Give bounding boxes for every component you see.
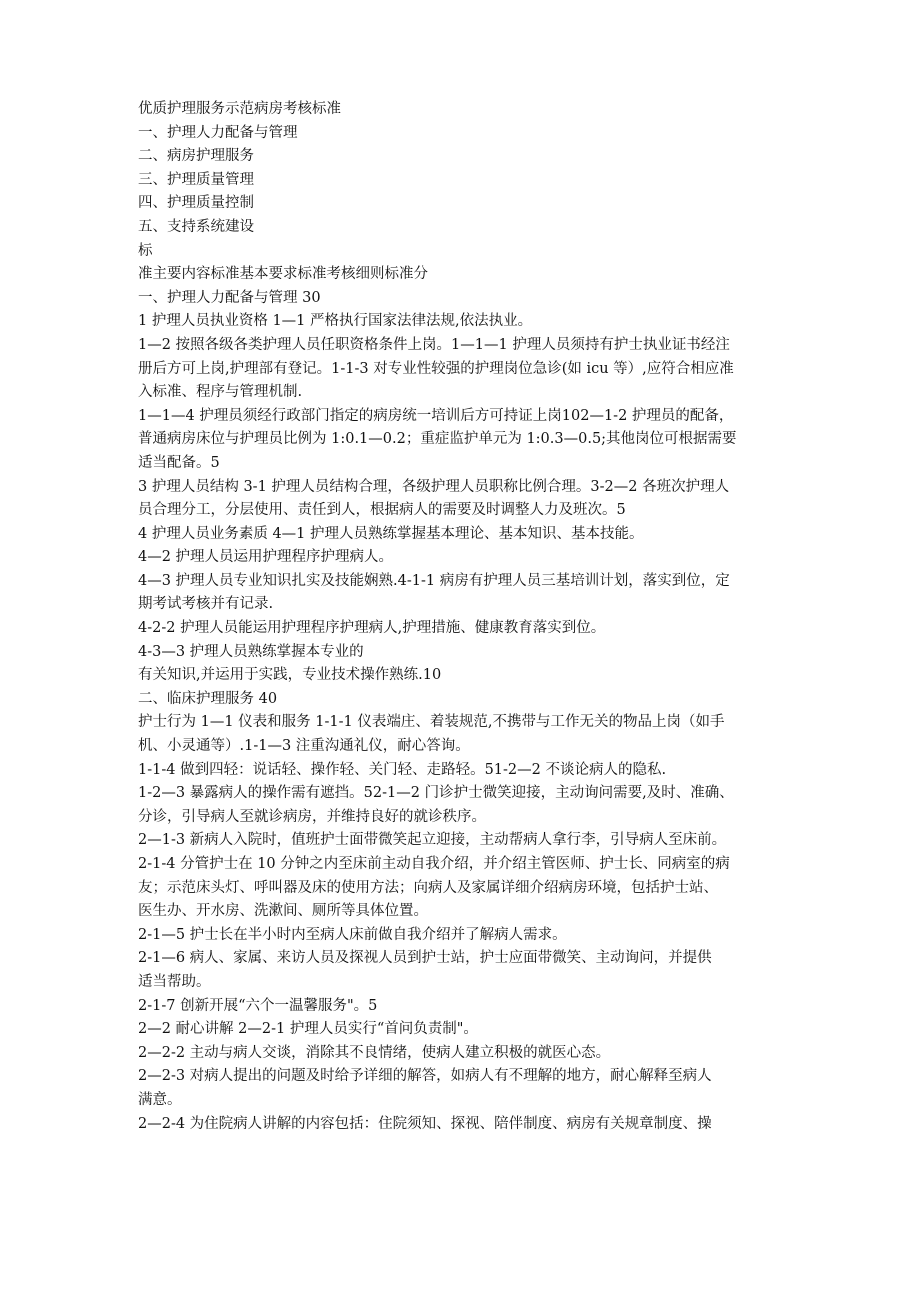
text-line: 五、支持系统建设	[138, 218, 254, 235]
text-line: 4-2-2 护理人员能运用护理程序护理病人,护理措施、健康教育落实到位。	[138, 620, 606, 637]
text-line: 4—3 护理人员专业知识扎实及技能娴熟.4-1-1 病房有护理人员三基培训计划，落实到位，定	[138, 572, 730, 589]
text-line: 护士行为 1—1 仪表和服务 1-1-1 仪表端庄、着装规范,不携带与工作无关的物品上岗（如手	[138, 714, 725, 731]
text-line: 三、护理质量管理	[138, 171, 254, 188]
text-line: 2-1—5 护士长在半小时内至病人床前做自我介绍并了解病人需求。	[138, 926, 567, 943]
text-line: 满意。	[138, 1091, 182, 1108]
text-line: 适当帮助。	[138, 973, 211, 990]
text-line: 2-1-7 创新开展“六个一温馨服务"。5	[138, 997, 378, 1014]
text-line: 期考试考核并有记录.	[138, 596, 274, 613]
text-line: 分诊，引导病人至就诊病房，并维持良好的就诊秩序。	[138, 808, 486, 825]
text-line: 1 护理人员执业资格 1—1 严格执行国家法律法规,依法执业。	[138, 313, 533, 330]
text-line: 2—2-3 对病人提出的问题及时给予详细的解答，如病人有不理解的地方，耐心解释至病人	[138, 1068, 712, 1085]
document-title: 优质护理服务示范病房考核标准	[138, 101, 341, 117]
text-line: 册后方可上岗,护理部有登记。1-1-3 对专业性较强的护理岗位急诊(如 icu 等）,应符合相应准	[138, 360, 734, 377]
text-line: 有关知识,并运用于实践，专业技术操作熟练.10	[138, 667, 442, 684]
text-line: 机、小灵通等）.1-1—3 注重沟通礼仪，耐心答询。	[138, 738, 470, 755]
text-line: 4-3—3 护理人员熟练掌握本专业的	[138, 643, 364, 660]
text-line: 友；示范床头灯、呼叫器及床的使用方法；向病人及家属详细介绍病房环境，包括护士站、	[138, 879, 718, 896]
text-line: 二、病房护理服务	[138, 148, 254, 165]
text-line: 四、护理质量控制	[138, 195, 254, 212]
document-body	[138, 98, 788, 1136]
text-line: 4—2 护理人员运用护理程序护理病人。	[138, 549, 394, 566]
text-line: 一、护理人力配备与管理	[138, 124, 298, 141]
text-line: 一、护理人力配备与管理 30	[138, 289, 321, 306]
text-line: 2—1-3 新病人入院时，值班护士面带微笑起立迎接，主动帮病人拿行李，引导病人至床前。	[138, 832, 727, 849]
text-line: 员合理分工，分层使用、责任到人，根据病人的需要及时调整人力及班次。5	[138, 502, 626, 519]
text-line: 3 护理人员结构 3-1 护理人员结构合理，各级护理人员职称比例合理。3-2—2 各班次护理人	[138, 478, 730, 495]
text-line: 1-2—3 暴露病人的操作需有遮挡。52-1—2 门诊护士微笑迎接，主动询问需要,及时、准确、	[138, 785, 734, 802]
text-line: 入标准、程序与管理机制.	[138, 384, 303, 401]
text-line: 准主要内容标准基本要求标准考核细则标准分	[138, 266, 428, 283]
text-line: 4 护理人员业务素质 4—1 护理人员熟练掌握基本理论、基本知识、基本技能。	[138, 525, 644, 542]
text-line: 1-1-4 做到四轻：说话轻、操作轻、关门轻、走路轻。51-2—2 不谈论病人的隐私.	[138, 761, 667, 778]
text-line: 二、临床护理服务 40	[138, 690, 278, 707]
text-line: 2-1—6 病人、家属、来访人员及探视人员到护士站，护士应面带微笑、主动询问，并提供	[138, 950, 712, 967]
text-line: 标	[138, 242, 153, 259]
text-line: 医生办、开水房、洗漱间、厕所等具体位置。	[138, 903, 428, 920]
text-line: 1—1—4 护理员须经行政部门指定的病房统一培训后方可持证上岗102—1-2 护理员的配备，	[138, 407, 734, 424]
text-line: 适当配备。5	[138, 454, 220, 471]
text-line: 2—2-2 主动与病人交谈，消除其不良情绪，使病人建立积极的就医心态。	[138, 1044, 611, 1061]
text-line: 2—2-4 为住院病人讲解的内容包括：住院须知、探视、陪伴制度、病房有关规章制度、操	[138, 1115, 712, 1132]
text-line: 1—2 按照各级各类护理人员任职资格条件上岗。1—1—1 护理人员须持有护士执业证书经注	[138, 336, 730, 353]
text-line: 普通病房床位与护理员比例为 1:0.1—0.2；重症监护单元为 1:0.3—0.5;其他岗位可根据需要	[138, 431, 737, 448]
text-line: 2-1-4 分管护士在 10 分钟之内至床前主动自我介绍，并介绍主管医师、护士长、同病室的病	[138, 856, 730, 872]
text-line: 2—2 耐心讲解 2—2-1 护理人员实行“首问负责制"。	[138, 1021, 478, 1038]
